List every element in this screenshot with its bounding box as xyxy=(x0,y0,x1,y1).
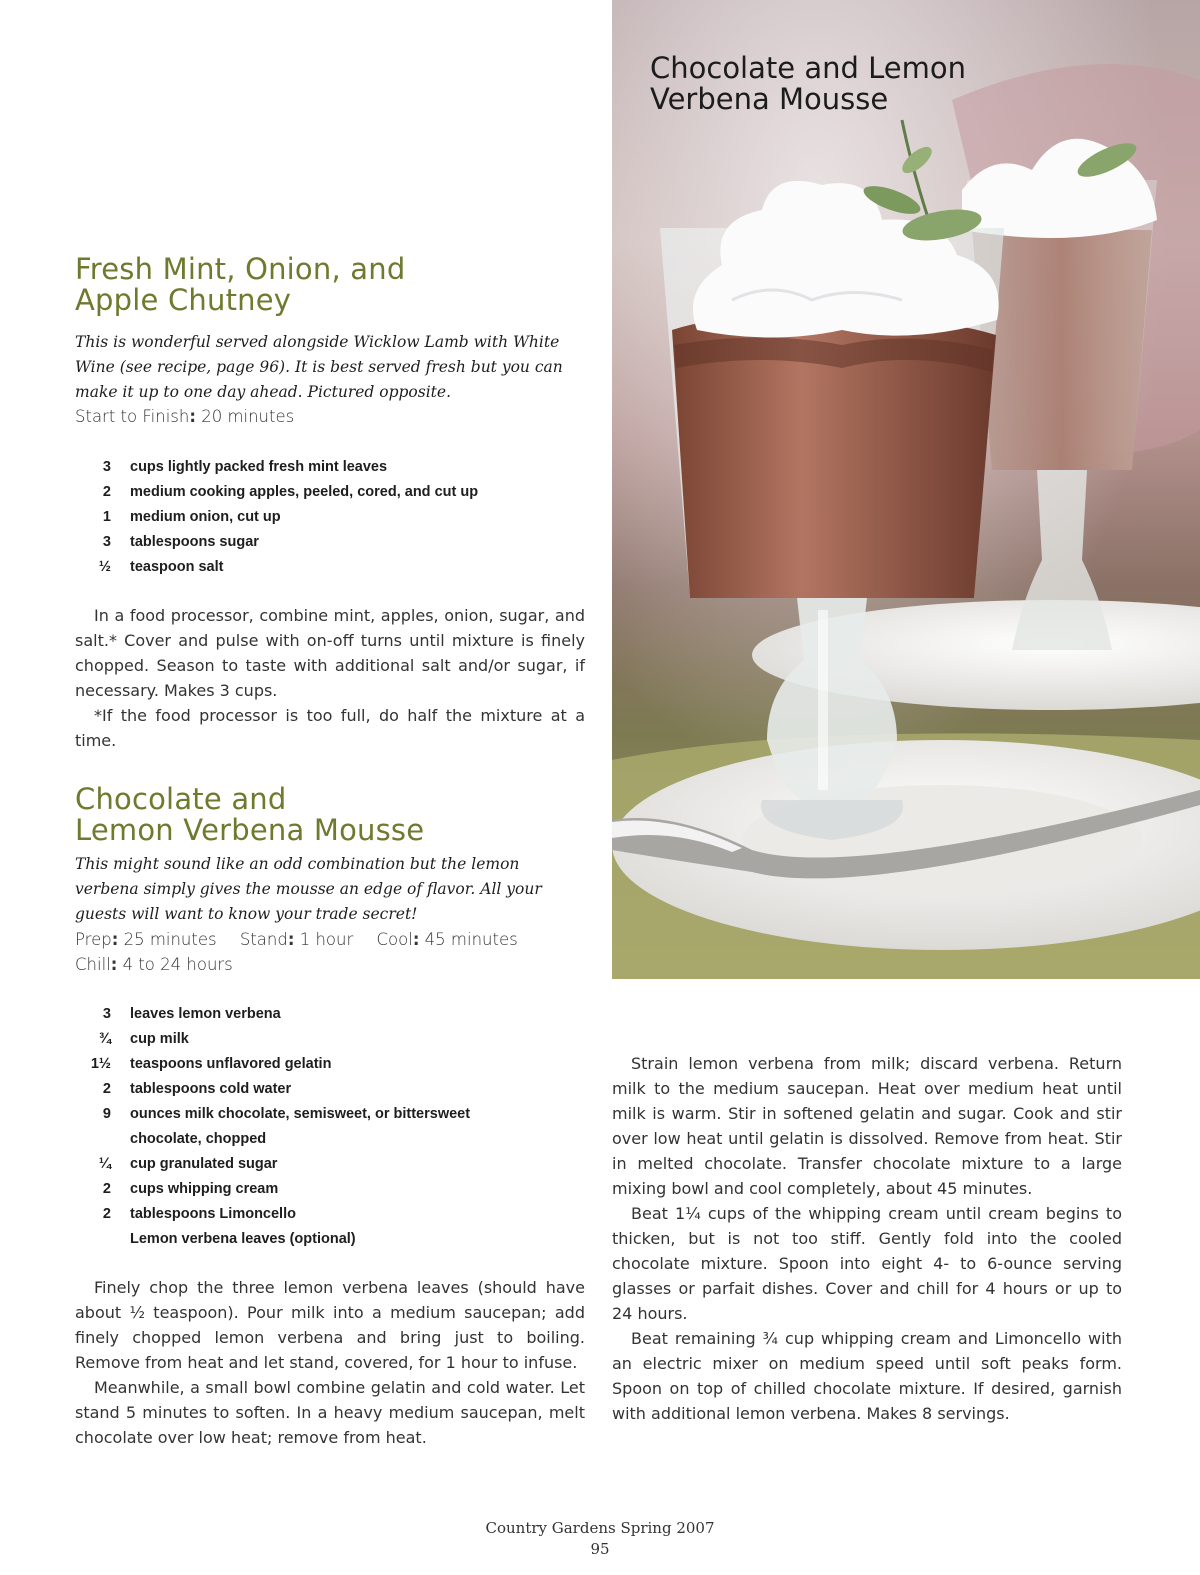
ingredient-item xyxy=(75,505,595,530)
ingredient-text: tablespoons sugar xyxy=(130,534,259,550)
chutney-title-line1: Fresh Mint, Onion, and xyxy=(75,252,406,286)
ingredient-text: tablespoons cold water xyxy=(130,1081,292,1097)
mousse-photo xyxy=(612,0,1200,979)
ingredient-item xyxy=(75,1202,595,1227)
ingredient-qty: 1 xyxy=(102,509,111,525)
chutney-time-value: 20 minutes xyxy=(201,407,295,426)
ingredient-qty: 2 xyxy=(102,1206,111,1222)
stand-label: Stand xyxy=(239,930,288,949)
ingredient-qty: 2 xyxy=(102,1081,111,1097)
ingredient-text: leaves lemon verbena xyxy=(130,1006,281,1022)
ingredient-text: tablespoons Limoncello xyxy=(130,1206,296,1222)
ingredient-text: cups lightly packed fresh mint leaves xyxy=(130,459,388,475)
mousse-times: Prep: 25 minutes Stand: 1 hour Cool: 45 minutes Chill: 4 to 24 hours xyxy=(75,930,518,974)
ingredient-qty xyxy=(75,1127,111,1152)
direction-paragraph: In a food processor, combine mint, apples, onion, sugar, and salt.* Cover and pulse with on-off turns until mixture is finely chopped. Season to taste with additional salt and/or sugar, if necessary. Makes 3 cups. xyxy=(75,606,585,700)
ingredient-qty: ¾ xyxy=(98,1031,111,1047)
ingredient-qty: 3 xyxy=(102,534,111,550)
mousse-ingredients xyxy=(75,1002,595,1252)
ingredient-text: cups whipping cream xyxy=(130,1181,279,1197)
ingredient-text: medium onion, cut up xyxy=(130,509,281,525)
photo-caption-line1: Chocolate and Lemon xyxy=(650,51,966,85)
photo-caption-line2: Verbena Mousse xyxy=(650,82,889,116)
ingredient-item xyxy=(75,1002,595,1027)
direction-paragraph: Strain lemon verbena from milk; discard verbena. Return milk to the medium saucepan. Heat over medium heat until milk is warm. Stir in softened gelatin and sugar. Cook and stir over low heat until gelatin is dissolved. Remove from heat. Stir in melted chocolate. Transfer chocolate mixture to a large mixing bowl and cool completely, about 45 minutes. xyxy=(612,1054,1122,1198)
ingredient-item xyxy=(75,555,595,580)
ingredient-text: medium cooking apples, peeled, cored, and cut up xyxy=(130,484,479,500)
ingredient-qty: 1½ xyxy=(90,1056,111,1072)
chutney-intro: This is wonderful served alongside Wicklow Lamb with White Wine (see recipe, page 96). It is best served fresh but you can make it up to one day ahead. Pictured opposite. xyxy=(75,333,563,401)
publication-footer: Country Gardens Spring 2007 xyxy=(485,1519,715,1537)
chutney-ingredients xyxy=(75,455,595,580)
photo-caption xyxy=(650,53,966,115)
ingredient-item xyxy=(75,530,595,555)
direction-paragraph: Meanwhile, a small bowl combine gelatin and cold water. Let stand 5 minutes to soften. In a heavy medium saucepan, melt chocolate over low heat; remove from heat. xyxy=(75,1378,585,1447)
ingredient-qty: 3 xyxy=(102,459,111,475)
cool-value: 45 minutes xyxy=(424,930,518,949)
ingredient-text: chocolate, chopped xyxy=(130,1131,267,1147)
ingredient-qty: 9 xyxy=(102,1106,111,1122)
chutney-time: Start to Finish: 20 minutes xyxy=(75,407,295,426)
prep-value: 25 minutes xyxy=(123,930,217,949)
page-number: 95 xyxy=(590,1540,610,1558)
direction-paragraph: Beat 1¼ cups of the whipping cream until cream begins to thicken, but is not too stiff. Gently fold into the cooled chocolate mixture. Spoon into eight 4- to 6-ounce serving glasses or parfait dishes. Cover and chill for 4 hours or up to 24 hours. xyxy=(612,1204,1122,1323)
chutney-title-line2: Apple Chutney xyxy=(75,283,292,317)
ingredient-text: teaspoons unflavored gelatin xyxy=(130,1056,332,1072)
ingredient-item xyxy=(75,480,595,505)
direction-paragraph: Beat remaining ¾ cup whipping cream and Limoncello with an electric mixer on medium speed until soft peaks form. Spoon on top of chilled chocolate mixture. If desired, garnish with additional lemon verbena. Makes 8 servings. xyxy=(612,1329,1122,1423)
ingredient-text: cup milk xyxy=(130,1031,189,1047)
chill-label: Chill xyxy=(75,955,111,974)
mousse-intro: This might sound like an odd combination but the lemon verbena simply gives the mousse an edge of flavor. All your guests will want to know your trade secret! xyxy=(75,855,542,923)
ingredient-text: Lemon verbena leaves (optional) xyxy=(130,1231,356,1247)
ingredient-text: ounces milk chocolate, semisweet, or bittersweet xyxy=(130,1106,471,1122)
ingredient-qty: 3 xyxy=(102,1006,111,1022)
mousse-title-line2: Lemon Verbena Mousse xyxy=(75,813,425,847)
ingredient-item xyxy=(75,1102,595,1127)
ingredient-qty: ½ xyxy=(98,559,111,575)
footnote-paragraph: *If the food processor is too full, do half the mixture at a time. xyxy=(75,706,585,750)
ingredient-item xyxy=(75,1152,595,1177)
chutney-time-label: Start to Finish xyxy=(75,407,190,426)
ingredient-item xyxy=(75,1052,595,1077)
mousse-title xyxy=(75,784,424,846)
ingredient-qty: 2 xyxy=(102,1181,111,1197)
mousse-directions-left xyxy=(75,1275,585,1450)
chutney-directions xyxy=(75,603,585,753)
ingredient-text: cup granulated sugar xyxy=(130,1156,278,1172)
ingredient-text: teaspoon salt xyxy=(130,559,224,575)
ingredient-qty: ¼ xyxy=(98,1156,111,1172)
stand-value: 1 hour xyxy=(299,930,354,949)
ingredient-item xyxy=(75,1127,595,1152)
chutney-title xyxy=(75,254,405,316)
ingredient-item xyxy=(75,1077,595,1102)
ingredient-item xyxy=(75,455,595,480)
cool-label: Cool xyxy=(376,930,413,949)
direction-paragraph: Finely chop the three lemon verbena leaves (should have about ½ teaspoon). Pour milk into a medium saucepan; add finely chopped lemon verbena and bring just to boiling. Remove from heat and let stand, covered, for 1 hour to infuse. xyxy=(75,1278,585,1372)
chill-value: 4 to 24 hours xyxy=(122,955,233,974)
ingredient-qty xyxy=(75,1227,111,1252)
prep-label: Prep xyxy=(75,930,112,949)
ingredient-item xyxy=(75,1227,595,1252)
ingredient-item xyxy=(75,1027,595,1052)
ingredient-qty: 2 xyxy=(102,484,111,500)
mousse-title-line1: Chocolate and xyxy=(75,782,287,816)
ingredient-item xyxy=(75,1177,595,1202)
mousse-directions-right xyxy=(612,1051,1122,1426)
